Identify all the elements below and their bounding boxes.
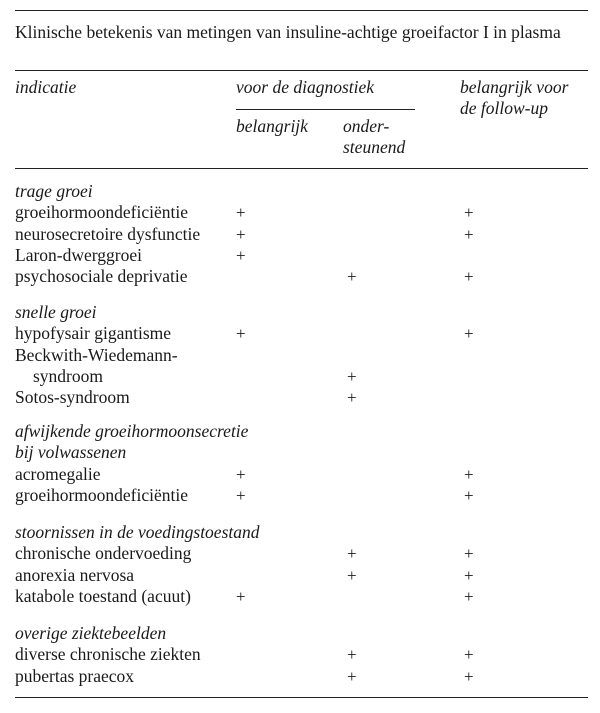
row-label: pubertas praecox (15, 665, 135, 686)
mark-followup: + (464, 586, 474, 606)
mark-followup: + (464, 267, 474, 287)
mark-belangrijk: + (236, 464, 246, 484)
mark-followup: + (464, 544, 474, 564)
mark-followup: + (464, 485, 474, 505)
row-label: acromegalie (15, 463, 101, 484)
mark-followup: + (464, 666, 474, 686)
mark-belangrijk: + (236, 224, 246, 244)
row-label: groeihormoondeficiëntie (15, 484, 188, 505)
section-heading: afwijkende groeihormoonsecretie (15, 421, 249, 441)
section-heading: bij volwassenen (15, 442, 127, 463)
row-label: anorexia nervosa (15, 564, 135, 585)
mark-ondersteunend: + (347, 388, 357, 408)
mark-ondersteunend: + (347, 267, 357, 287)
row-label: katabole toestand (acuut) (15, 585, 191, 606)
mark-belangrijk: + (236, 203, 246, 223)
mark-ondersteunend: + (347, 666, 357, 686)
diagnostiek-sub-rule (236, 109, 415, 110)
mark-followup: + (464, 203, 474, 223)
mark-belangrijk: + (236, 485, 246, 505)
mark-followup: + (464, 224, 474, 244)
header-followup-line2: de follow-up (460, 98, 548, 118)
table-bottom-rule (15, 697, 588, 698)
mark-ondersteunend: + (347, 544, 357, 564)
section-heading: stoornissen in de voedingstoestand (15, 522, 260, 542)
mark-followup: + (464, 324, 474, 344)
mark-followup: + (464, 565, 474, 585)
row-label: Sotos-syndroom (15, 387, 130, 408)
mark-followup: + (464, 464, 474, 484)
mark-ondersteunend: + (347, 565, 357, 585)
mark-belangrijk: + (236, 324, 246, 344)
section-heading: overige ziektebeelden (15, 623, 167, 643)
section-heading: trage groei (15, 181, 93, 201)
row-label: neurosecretoire dysfunctie (15, 223, 201, 244)
row-label: psychosociale deprivatie (15, 266, 188, 287)
mark-belangrijk: + (236, 586, 246, 606)
header-belangrijk: belangrijk (236, 116, 308, 136)
mark-belangrijk: + (236, 245, 246, 265)
header-ondersteunend-line1: onder- (343, 116, 390, 136)
row-label: Laron-dwerggroei (15, 244, 142, 265)
mark-followup: + (464, 645, 474, 665)
row-label: diverse chronische ziekten (15, 644, 201, 665)
row-label: syndroom (33, 365, 103, 386)
mark-ondersteunend: + (347, 645, 357, 665)
header-ondersteunend-line2: steunend (343, 137, 406, 157)
row-label: groeihormoondeficiëntie (15, 202, 188, 223)
header-indicatie: indicatie (15, 77, 77, 97)
row-label: hypofysair gigantisme (15, 323, 172, 344)
section-heading: snelle groei (15, 302, 97, 322)
title-bottom-rule (15, 70, 588, 71)
header-bottom-rule (15, 168, 588, 169)
row-label: Beckwith-Wiedemann- (15, 344, 178, 365)
table-title: Klinische betekenis van metingen van insuline-achtige groeifactor I in plasma (15, 22, 561, 42)
header-followup-line1: belangrijk voor (460, 77, 569, 97)
mark-ondersteunend: + (347, 366, 357, 386)
table-top-rule (15, 10, 588, 11)
row-label: chronische ondervoeding (15, 543, 192, 564)
header-diagnostiek-group: voor de diagnostiek (236, 77, 375, 97)
